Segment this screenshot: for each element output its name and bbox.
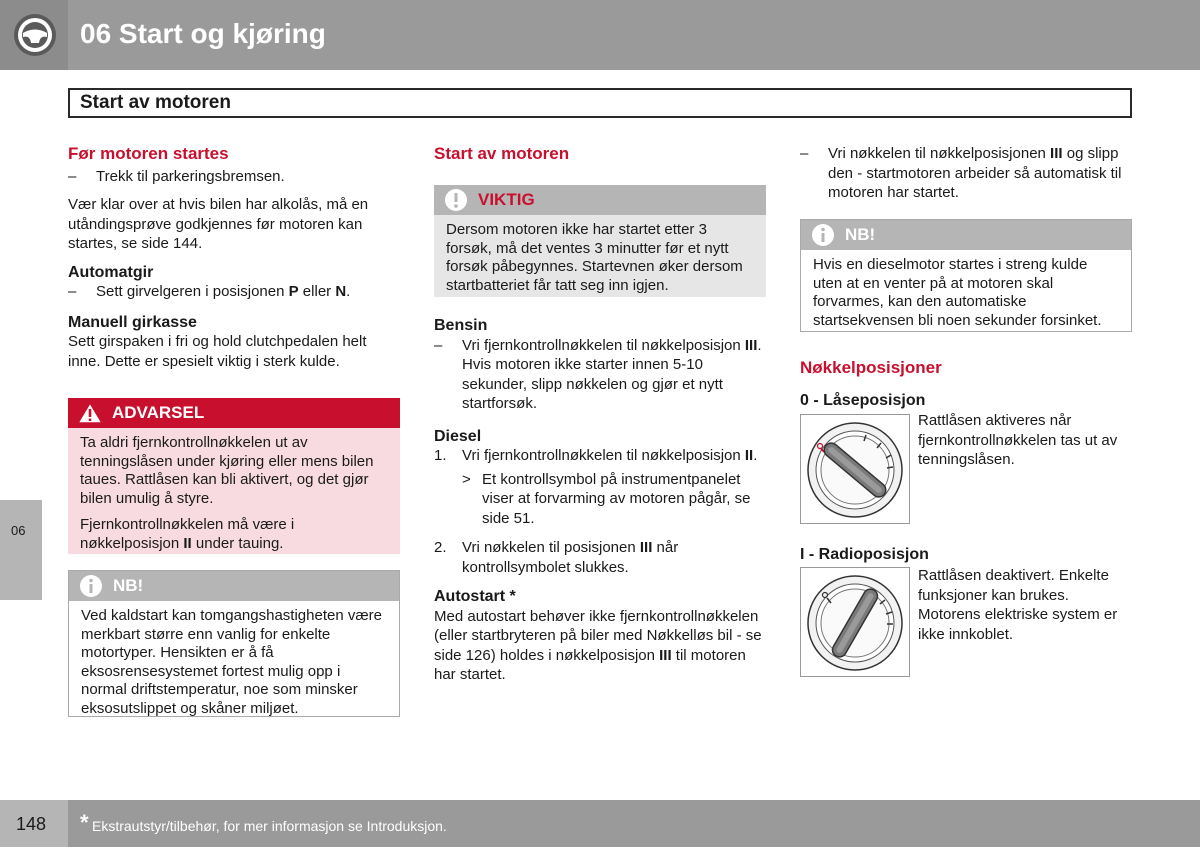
radio-position-text: Rattlåsen deaktivert. Enkelte funksjoner kan brukes. Motorens elektriske system er ikke innkoblet. <box>918 567 1118 643</box>
lock-position-text: Rattlåsen aktiveres når fjernkontrollnøkkelen tas ut av tenningslåsen. <box>918 412 1118 468</box>
important-box <box>434 185 766 297</box>
list-item <box>800 144 1132 203</box>
note-body <box>801 250 1131 336</box>
heading-radio-position: I - Radioposisjon <box>800 546 929 563</box>
heading-diesel: Diesel <box>434 427 482 445</box>
footnote-text: Ekstrautstyr/tilbehør, for mer informasjon se Introduksjon. <box>92 818 447 834</box>
warning-text-2: Fjernkontrollnøkkelen må være i nøkkelposisjon II under tauing. <box>80 516 295 552</box>
important-box-header <box>434 185 766 215</box>
list-item <box>68 282 400 302</box>
numbered-item <box>434 538 766 577</box>
sub-item-text: Et kontrollsymbol på instrumentpanelet viser at forvarming av motoren pågår, se side 51. <box>482 470 751 527</box>
heading-lock-position: 0 - Låseposisjon <box>800 391 926 409</box>
list-item <box>68 167 400 187</box>
dash-marker: – <box>68 167 77 185</box>
note-box-diesel <box>800 219 1132 332</box>
heading-autostart: Autostart * <box>434 588 516 605</box>
column-1 <box>68 144 400 371</box>
item-text: Sett girvelgeren i posisjonen P eller N. <box>96 283 351 300</box>
numbered-item <box>434 446 766 466</box>
note-text: Hvis en dieselmotor startes i streng kulde uten at en venter på at motoren skal forvarmes, kan den automatiske startsekvensen bli noen sekunder forsinket. <box>813 256 1102 329</box>
page-number: 148 <box>16 814 47 834</box>
column-3-body <box>800 358 1132 410</box>
manual-paragraph: Sett girspaken i fri og hold clutchpedalen helt inne. Dette er spesielt viktig i sterk kulde. <box>68 333 367 370</box>
note-box-header <box>801 220 1131 250</box>
note-box-header <box>69 571 399 601</box>
warning-box <box>68 398 400 554</box>
heading-automatic: Automatgir <box>68 263 154 281</box>
item-text: Trekk til parkeringsbremsen. <box>96 167 285 185</box>
item-text: Vri nøkkelen til nøkkelposisjonen III og slipp den - startmotoren arbeider så automatisk til motoren har startet. <box>828 145 1122 201</box>
warning-triangle-icon <box>68 401 112 425</box>
section-title: Start av motoren <box>80 92 231 113</box>
item-number: 1. <box>434 447 447 464</box>
heading-petrol: Bensin <box>434 317 488 334</box>
important-text: Dersom motoren ikke har startet etter 3 forsøk, må det ventes 3 minutter før et nytt forsøk påbegynnes. Startevnen øker dersom startbatteriet får tatt seg inn igjen. <box>446 221 743 294</box>
chapter-side-tab <box>0 500 42 600</box>
note-box-cold-start <box>68 570 400 717</box>
footnote-star: * <box>80 810 89 835</box>
heading-manual: Manuell girkasse <box>68 313 197 331</box>
heading-before-start: Før motoren startes <box>68 144 229 163</box>
column-2-body <box>434 316 766 685</box>
dash-marker: – <box>800 145 809 162</box>
info-circle-icon <box>801 222 845 248</box>
dash-marker: – <box>68 283 77 300</box>
side-tab-label: 06 <box>11 523 26 538</box>
sub-item <box>462 470 766 529</box>
column-3 <box>800 144 1132 203</box>
item-text: Vri nøkkelen til posisjonen III når kontrollsymbolet slukkes. <box>462 539 679 576</box>
warning-title: ADVARSEL <box>112 403 205 422</box>
note-title: NB! <box>113 576 144 595</box>
chapter-title: 06 Start og kjøring <box>80 18 326 49</box>
steering-wheel-icon <box>12 12 58 58</box>
exclamation-circle-icon <box>434 187 478 213</box>
item-text: Vri fjernkontrollnøkkelen til nøkkelposisjon III. Hvis motoren ikke starter innen 5-10 sekunder, slipp nøkkelen og gjør et nytt startforsøk. <box>462 336 762 412</box>
dash-marker: – <box>434 336 443 354</box>
column-2 <box>434 144 766 164</box>
info-circle-icon <box>69 573 113 599</box>
heading-start-engine: Start av motoren <box>434 144 570 163</box>
item-number: 2. <box>434 539 447 556</box>
important-body <box>434 215 766 301</box>
note-text: Ved kaldstart kan tomgangshastigheten være merkbart større enn vanlig for enkelte motortyper. Hensikten er å få eksosrensesystemet fortest mulig opp i normal driftstemperatur, noe som minsker eksosutslippet og skåner miljøet. <box>81 607 383 717</box>
warning-body <box>68 428 400 559</box>
ignition-lock-image <box>800 414 910 524</box>
note-title: NB! <box>845 225 876 244</box>
warning-text-1: Ta aldri fjernkontrollnøkkelen ut av tenningslåsen under kjøring eller mens bilen taues. Rattlåsen kan bli aktivert, og det gjør bilen umulig å styre. <box>80 434 374 507</box>
list-item <box>434 336 766 414</box>
autostart-paragraph: Med autostart behøver ikke fjernkontrollnøkkelen (eller startbryteren på biler med Nøkkelløs bil - se side 126) holdes i nøkkelposisjon III til motoren har startet. <box>434 607 762 683</box>
warning-box-header <box>68 398 400 428</box>
heading-key-positions: Nøkkelposisjoner <box>800 358 942 377</box>
alcolock-paragraph: Vær klar over at hvis bilen har alkolås, må en utåndingsprøve godkjennes før motoren kan startes, se side 144. <box>68 196 369 252</box>
important-title: VIKTIG <box>478 190 535 209</box>
sub-marker: > <box>462 470 471 488</box>
note-body <box>69 601 399 724</box>
item-text: Vri fjernkontrollnøkkelen til nøkkelposisjon II. <box>462 447 758 464</box>
ignition-lock-image <box>800 567 910 677</box>
